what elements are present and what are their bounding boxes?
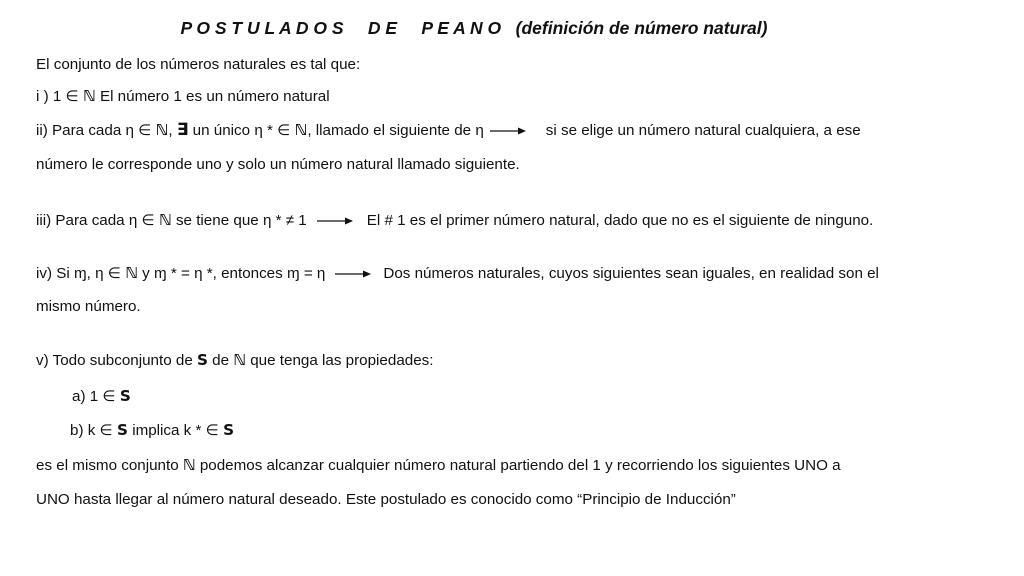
intro-text: El conjunto de los números naturales es tal que: <box>36 56 361 73</box>
right-arrow-icon <box>335 269 371 279</box>
postulate-ii-explanation: si se elige un número natural cualquiera, a ese <box>545 122 861 139</box>
eta-symbol: η <box>475 122 484 139</box>
postulate-iv-explanation-continued: mismo número. <box>36 298 141 315</box>
property-b-prefix: b) k <box>70 422 100 439</box>
postulate-iii-text-2: se tiene que <box>171 212 263 229</box>
postulate-v-conclusion-continued: UNO hasta llegar al número natural deseado. Este postulado es conocido como “Principio de Inducción” <box>36 491 736 508</box>
property-a-prefix: a) 1 <box>72 388 103 405</box>
eta-symbol: η <box>95 265 104 282</box>
naturals-symbol: ℕ <box>125 264 138 282</box>
element-of-symbol: ∈ <box>277 122 291 139</box>
postulate-iv-text-1: iv) Si ɱ, <box>36 265 96 282</box>
postulate-iii-text-3: * ≠ 1 <box>271 212 307 229</box>
postulate-ii-text-5: , llamado el siguiente de <box>307 122 476 139</box>
s-symbol: S <box>117 421 128 439</box>
s-symbol: S <box>223 421 235 439</box>
postulate-v <box>36 350 433 371</box>
eta-symbol: η <box>194 265 203 282</box>
element-of-symbol: ∈ <box>65 88 79 105</box>
eta-symbol: η <box>254 122 263 139</box>
element-of-symbol: ∈ <box>138 122 152 139</box>
element-of-symbol: ∈ <box>141 212 155 229</box>
postulate-i-text: El número 1 es un número natural <box>95 88 330 105</box>
eta-symbol: η <box>316 265 326 282</box>
postulate-i <box>36 86 330 107</box>
postulate-iv-text-2: y ɱ * = <box>137 265 195 282</box>
postulate-v-conclusion <box>36 455 841 476</box>
postulate-ii <box>36 120 861 141</box>
naturals-symbol: ℕ <box>233 351 247 369</box>
naturals-symbol: ℕ <box>159 211 172 229</box>
property-b-text: implica k * <box>127 422 206 439</box>
postulate-v-text-2: de <box>207 352 234 369</box>
right-arrow-icon <box>317 216 353 226</box>
postulate-ii-explanation-continued: número le corresponde uno y solo un número natural llamado siguiente. <box>36 156 520 173</box>
postulate-iv <box>36 263 879 284</box>
conclusion-text-1: es el mismo conjunto <box>36 457 183 474</box>
postulate-iii <box>36 210 873 231</box>
element-of-symbol: ∈ <box>102 388 116 405</box>
postulate-ii-text-3: un único <box>188 122 255 139</box>
postulate-iii-text-1: iii) Para cada <box>36 212 129 229</box>
element-of-symbol: ∈ <box>107 265 121 282</box>
eta-symbol: η <box>125 122 134 139</box>
eta-symbol: η <box>262 212 272 229</box>
postulate-i-prefix: i ) 1 <box>36 88 66 105</box>
postulate-v-text-3: que tenga las propiedades: <box>246 352 434 369</box>
naturals-symbol: ℕ <box>294 121 308 139</box>
postulate-iii-explanation: El # 1 es el primer número natural, dado que no es el siguiente de ninguno. <box>366 212 874 229</box>
property-a <box>72 386 131 407</box>
eta-symbol: η <box>128 212 138 229</box>
postulate-v-text-1: v) Todo subconjunto de <box>36 352 197 369</box>
element-of-symbol: ∈ <box>99 422 113 439</box>
conclusion-text-2: podemos alcanzar cualquier número natural partiendo del 1 y recorriendo los siguientes UNO a <box>195 457 841 474</box>
right-arrow-icon <box>490 126 526 136</box>
page-title: P O S T U L A D O S D E P E A N O (definición de número natural) <box>180 18 768 38</box>
postulate-iv-text-3: *, entonces ɱ = <box>202 265 317 282</box>
postulate-ii-text-4: * <box>262 122 278 139</box>
naturals-symbol: ℕ <box>83 87 96 105</box>
naturals-symbol: ℕ <box>182 456 196 474</box>
postulate-ii-text-1: ii) Para cada <box>36 122 126 139</box>
property-b <box>70 420 234 441</box>
postulate-ii-text-2: , <box>168 122 177 139</box>
s-symbol: S <box>197 351 208 369</box>
postulate-iv-explanation: Dos números naturales, cuyos siguientes sean iguales, en realidad son el <box>383 265 879 282</box>
s-symbol: S <box>119 387 131 405</box>
naturals-symbol: ℕ <box>155 121 169 139</box>
exists-symbol: ∃ <box>176 120 189 140</box>
element-of-symbol: ∈ <box>205 422 219 439</box>
